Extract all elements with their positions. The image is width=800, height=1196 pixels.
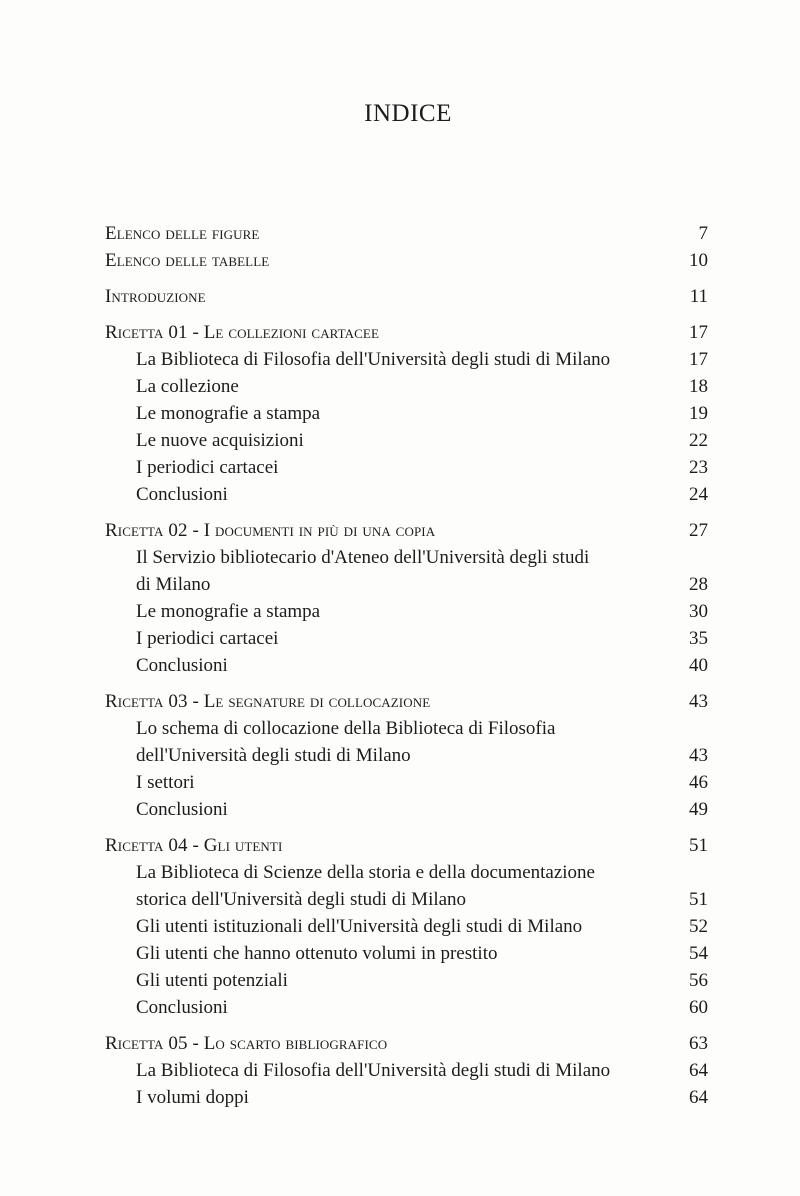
toc-entry-title: dell'Università degli studi di Milano	[136, 745, 411, 766]
toc-section-entry	[105, 796, 708, 823]
toc-page-number: 49	[689, 799, 708, 820]
toc-page-number: 22	[689, 430, 708, 451]
toc-entry-title: Gli utenti che hanno ottenuto volumi in prestito	[136, 943, 498, 964]
toc-page-number: 28	[689, 574, 708, 595]
toc-section-entry	[105, 373, 708, 400]
toc-section-entry	[105, 598, 708, 625]
toc-page-number: 10	[689, 250, 708, 271]
toc-entry-title: Gli utenti potenziali	[136, 970, 288, 991]
toc-page-number: 30	[689, 601, 708, 622]
toc-page-number: 52	[689, 916, 708, 937]
toc-entry-title: Elenco delle figure	[105, 223, 260, 244]
toc-entry-title: Le monografie a stampa	[136, 601, 321, 622]
toc-entry-title: storica dell'Università degli studi di Milano	[136, 889, 467, 910]
toc-page-number: 43	[689, 691, 708, 712]
toc-page-number: 63	[689, 1033, 708, 1054]
toc-page-number: 51	[689, 889, 708, 910]
toc-section-entry	[105, 427, 708, 454]
toc-page-number: 18	[689, 376, 708, 397]
toc-page-number: 24	[689, 484, 708, 505]
toc-chapter-entry	[105, 220, 708, 247]
toc-entry-title: I volumi doppi	[136, 1087, 249, 1108]
toc-section-entry	[105, 886, 708, 913]
toc-entry-title: La collezione	[136, 376, 239, 397]
toc-section-entry	[105, 481, 708, 508]
toc-page-number: 23	[689, 457, 708, 478]
toc-section-entry	[105, 742, 708, 769]
toc-chapter-entry	[105, 319, 708, 346]
toc-entry-title: Elenco delle tabelle	[105, 250, 270, 271]
toc-page-number: 54	[689, 943, 708, 964]
toc-section-entry	[105, 625, 708, 652]
toc-section-entry	[105, 715, 708, 742]
toc-chapter-entry	[105, 247, 708, 274]
toc-section-entry	[105, 967, 708, 994]
toc-entry-title: Ricetta 02 - I documenti in più di una copia	[105, 520, 436, 541]
toc-section-entry	[105, 1084, 708, 1111]
toc-entry-title: Conclusioni	[136, 484, 228, 505]
toc-section-entry	[105, 1057, 708, 1084]
toc-entry-title: di Milano	[136, 574, 211, 595]
toc-entry-title: Conclusioni	[136, 997, 228, 1018]
toc-section-entry	[105, 544, 708, 571]
toc-entry-title: Gli utenti istituzionali dell'Università degli studi di Milano	[136, 916, 583, 937]
toc-page-number: 17	[689, 349, 708, 370]
toc-entry-title: Il Servizio bibliotecario d'Ateneo dell'Università degli studi	[136, 547, 590, 568]
toc-page-number: 40	[689, 655, 708, 676]
toc-entry-title: I periodici cartacei	[136, 457, 279, 478]
toc-page-number: 19	[689, 403, 708, 424]
toc-page-number: 7	[698, 223, 708, 244]
toc-entry-title: Le monografie a stampa	[136, 403, 321, 424]
toc-entry-title: La Biblioteca di Filosofia dell'Università degli studi di Milano	[136, 349, 611, 370]
toc-chapter-entry	[105, 283, 708, 310]
toc-section-entry	[105, 400, 708, 427]
toc-section-entry	[105, 652, 708, 679]
toc-section-entry	[105, 454, 708, 481]
toc-chapter-entry	[105, 832, 708, 859]
toc-page-number: 64	[689, 1087, 708, 1108]
toc-section-entry	[105, 769, 708, 796]
toc-section-entry	[105, 346, 708, 373]
toc-page-number: 60	[689, 997, 708, 1018]
toc-entry-title: La Biblioteca di Filosofia dell'Università degli studi di Milano	[136, 1060, 611, 1081]
toc-entry-title: Introduzione	[105, 286, 206, 307]
toc-entry-title: I periodici cartacei	[136, 628, 279, 649]
toc-chapter-entry	[105, 1030, 708, 1057]
toc-entry-title: Conclusioni	[136, 655, 228, 676]
toc-chapter-entry	[105, 688, 708, 715]
toc-section-entry	[105, 913, 708, 940]
toc-page-number: 17	[689, 322, 708, 343]
toc-page-number: 51	[689, 835, 708, 856]
toc-page-number: 43	[689, 745, 708, 766]
toc-section-entry	[105, 571, 708, 598]
toc-entry-title: La Biblioteca di Scienze della storia e della documentazione	[136, 862, 595, 883]
page-title: INDICE	[364, 100, 452, 127]
toc-section-entry	[105, 994, 708, 1021]
toc-entry-title: Le nuove acquisizioni	[136, 430, 304, 451]
toc-entry-title: Ricetta 05 - Lo scarto bibliografico	[105, 1033, 388, 1054]
toc-page-number: 56	[689, 970, 708, 991]
toc-page-number: 64	[689, 1060, 708, 1081]
toc-section-entry	[105, 859, 708, 886]
toc-page-number: 35	[689, 628, 708, 649]
toc-entry-title: Ricetta 03 - Le segnature di collocazione	[105, 691, 431, 712]
toc-section-entry	[105, 940, 708, 967]
toc-page-number: 46	[689, 772, 708, 793]
toc-entry-title: Lo schema di collocazione della Biblioteca di Filosofia	[136, 718, 556, 739]
toc-entry-title: Ricetta 01 - Le collezioni cartacee	[105, 322, 380, 343]
toc-entry-title: I settori	[136, 772, 195, 793]
toc-chapter-entry	[105, 517, 708, 544]
toc-page-number: 27	[689, 520, 708, 541]
toc-page-number: 11	[689, 286, 708, 307]
toc-entry-title: Ricetta 04 - Gli utenti	[105, 835, 283, 856]
toc-entry-title: Conclusioni	[136, 799, 228, 820]
table-of-contents	[105, 220, 708, 1111]
